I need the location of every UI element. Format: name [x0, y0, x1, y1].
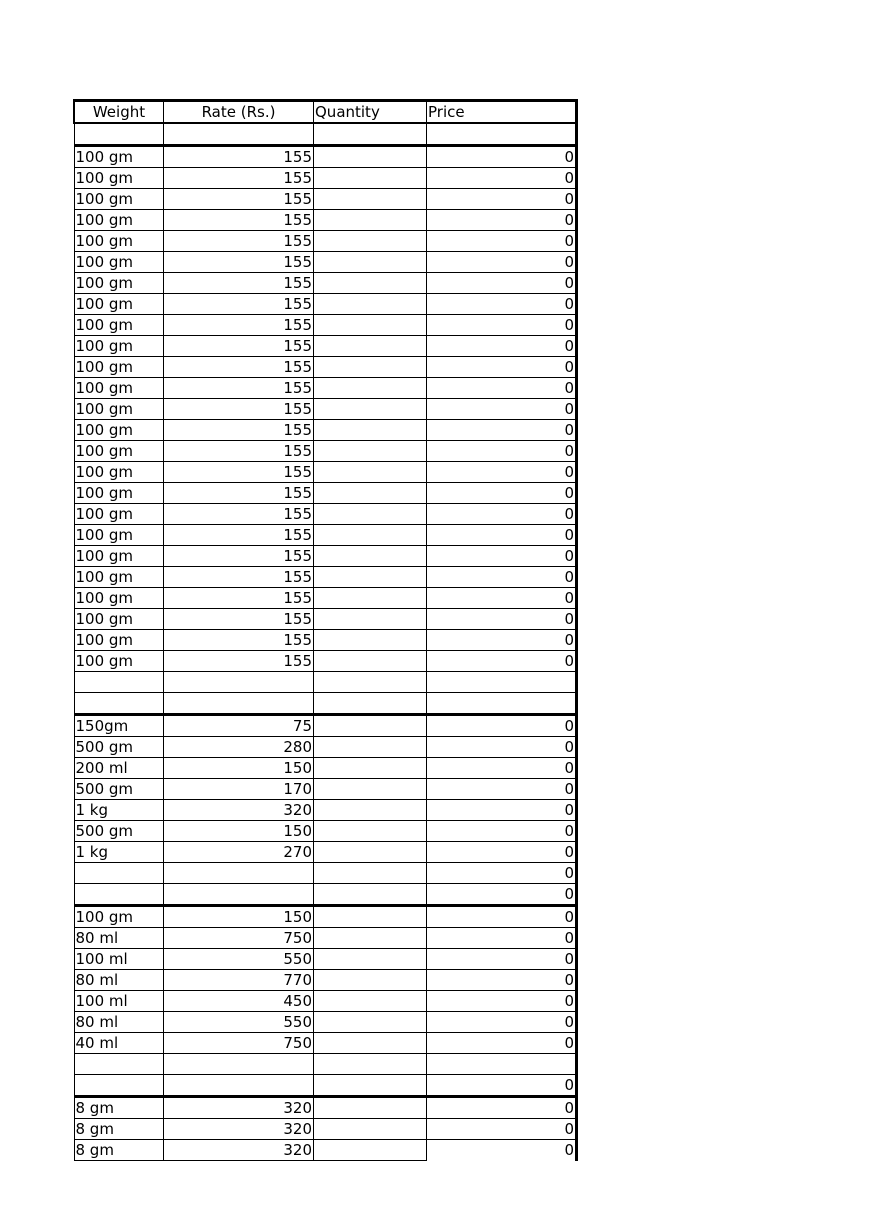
cell-price[interactable]: 0 — [427, 991, 577, 1012]
cell-price[interactable]: 0 — [427, 168, 577, 189]
cell-price[interactable]: 0 — [427, 949, 577, 970]
cell-quantity[interactable] — [314, 588, 427, 609]
cell-quantity[interactable] — [314, 168, 427, 189]
table-row — [74, 949, 577, 970]
cell-quantity[interactable] — [314, 1033, 427, 1054]
cell-quantity[interactable] — [314, 1097, 427, 1119]
cell-quantity[interactable] — [314, 357, 427, 378]
cell-price[interactable]: 0 — [427, 800, 577, 821]
cell-quantity[interactable] — [314, 146, 427, 168]
table-row — [74, 779, 577, 800]
cell-weight[interactable]: 1 kg — [74, 800, 164, 821]
cell-price[interactable]: 0 — [427, 609, 577, 630]
header-quantity[interactable]: Quantity — [314, 101, 427, 124]
table-row — [74, 863, 577, 884]
cell-price[interactable] — [427, 1054, 577, 1075]
cell-weight[interactable]: 100 gm — [74, 420, 164, 441]
cell-weight[interactable]: 500 gm — [74, 821, 164, 842]
table-row — [74, 1012, 577, 1033]
cell-price[interactable]: 0 — [427, 1119, 577, 1140]
header-price[interactable]: Price — [427, 101, 577, 124]
cell-rate[interactable]: 155 — [164, 588, 314, 609]
cell-rate[interactable]: 320 — [164, 1140, 314, 1161]
table-row — [74, 737, 577, 758]
cell-rate[interactable]: 150 — [164, 821, 314, 842]
cell-rate[interactable]: 155 — [164, 273, 314, 294]
cell-rate[interactable]: 155 — [164, 210, 314, 231]
cell-weight[interactable]: 200 ml — [74, 758, 164, 779]
cell-price[interactable]: 0 — [427, 146, 577, 168]
cell-rate[interactable]: 155 — [164, 231, 314, 252]
table-row — [74, 525, 577, 546]
cell-rate[interactable]: 155 — [164, 483, 314, 504]
cell-price[interactable]: 0 — [427, 1097, 577, 1119]
cell-rate[interactable]: 550 — [164, 1012, 314, 1033]
cell-rate[interactable]: 155 — [164, 651, 314, 672]
cell-rate[interactable]: 150 — [164, 758, 314, 779]
table-row — [74, 357, 577, 378]
cell-weight[interactable] — [74, 123, 164, 146]
cell-weight[interactable]: 100 gm — [74, 315, 164, 336]
cell-weight[interactable] — [74, 863, 164, 884]
cell-rate[interactable]: 155 — [164, 441, 314, 462]
cell-rate[interactable]: 155 — [164, 294, 314, 315]
cell-rate[interactable]: 155 — [164, 357, 314, 378]
cell-price[interactable]: 0 — [427, 1033, 577, 1054]
cell-quantity[interactable] — [314, 863, 427, 884]
cell-quantity[interactable] — [314, 672, 427, 693]
cell-weight[interactable]: 40 ml — [74, 1033, 164, 1054]
cell-quantity[interactable] — [314, 1054, 427, 1075]
cell-price[interactable]: 0 — [427, 758, 577, 779]
cell-price[interactable]: 0 — [427, 252, 577, 273]
cell-weight[interactable]: 80 ml — [74, 1012, 164, 1033]
cell-price[interactable]: 0 — [427, 1140, 577, 1161]
cell-quantity[interactable] — [314, 123, 427, 146]
cell-quantity[interactable] — [314, 462, 427, 483]
cell-weight[interactable]: 100 gm — [74, 210, 164, 231]
cell-quantity[interactable] — [314, 315, 427, 336]
cell-price[interactable]: 0 — [427, 378, 577, 399]
price-sheet-table — [73, 99, 578, 1161]
cell-rate[interactable]: 75 — [164, 715, 314, 737]
cell-price[interactable]: 0 — [427, 546, 577, 567]
cell-rate[interactable]: 155 — [164, 462, 314, 483]
cell-price[interactable]: 0 — [427, 651, 577, 672]
cell-weight[interactable]: 100 gm — [74, 168, 164, 189]
cell-price[interactable] — [427, 672, 577, 693]
header-row — [74, 101, 577, 124]
cell-quantity[interactable] — [314, 210, 427, 231]
cell-weight[interactable]: 100 gm — [74, 146, 164, 168]
cell-quantity[interactable] — [314, 800, 427, 821]
cell-weight[interactable]: 100 gm — [74, 252, 164, 273]
cell-rate[interactable]: 155 — [164, 168, 314, 189]
cell-rate[interactable]: 550 — [164, 949, 314, 970]
table-row — [74, 970, 577, 991]
cell-rate[interactable]: 750 — [164, 1033, 314, 1054]
cell-price[interactable]: 0 — [427, 441, 577, 462]
cell-weight[interactable]: 100 gm — [74, 189, 164, 210]
cell-weight[interactable]: 100 gm — [74, 336, 164, 357]
cell-price[interactable]: 0 — [427, 1012, 577, 1033]
cell-quantity[interactable] — [314, 842, 427, 863]
cell-rate[interactable]: 155 — [164, 567, 314, 588]
cell-price[interactable] — [427, 693, 577, 715]
table-row — [74, 378, 577, 399]
cell-price[interactable]: 0 — [427, 737, 577, 758]
cell-price[interactable]: 0 — [427, 210, 577, 231]
cell-price[interactable]: 0 — [427, 525, 577, 546]
cell-rate[interactable]: 155 — [164, 630, 314, 651]
header-rate[interactable]: Rate (Rs.) — [164, 101, 314, 124]
table-row — [74, 210, 577, 231]
cell-quantity[interactable] — [314, 609, 427, 630]
table-row — [74, 420, 577, 441]
cell-weight[interactable] — [74, 1075, 164, 1097]
cell-quantity[interactable] — [314, 294, 427, 315]
table-row — [74, 399, 577, 420]
cell-rate[interactable]: 155 — [164, 546, 314, 567]
cell-weight[interactable]: 1 kg — [74, 842, 164, 863]
table-row — [74, 821, 577, 842]
cell-weight[interactable] — [74, 693, 164, 715]
cell-rate[interactable]: 155 — [164, 504, 314, 525]
cell-quantity[interactable] — [314, 1075, 427, 1097]
cell-rate[interactable]: 155 — [164, 378, 314, 399]
cell-weight[interactable]: 8 gm — [74, 1140, 164, 1161]
cell-price[interactable]: 0 — [427, 462, 577, 483]
cell-price[interactable]: 0 — [427, 504, 577, 525]
table-row — [74, 123, 577, 146]
cell-quantity[interactable] — [314, 378, 427, 399]
cell-weight[interactable]: 100 gm — [74, 651, 164, 672]
cell-weight[interactable]: 100 gm — [74, 231, 164, 252]
cell-price[interactable]: 0 — [427, 483, 577, 504]
cell-weight[interactable] — [74, 884, 164, 906]
table-row — [74, 168, 577, 189]
table-row — [74, 504, 577, 525]
cell-rate[interactable]: 155 — [164, 609, 314, 630]
cell-quantity[interactable] — [314, 1140, 427, 1161]
cell-price[interactable]: 0 — [427, 884, 577, 906]
cell-rate[interactable]: 150 — [164, 906, 314, 928]
cell-quantity[interactable] — [314, 991, 427, 1012]
cell-rate[interactable]: 155 — [164, 336, 314, 357]
cell-weight[interactable]: 100 gm — [74, 399, 164, 420]
cell-price[interactable]: 0 — [427, 315, 577, 336]
cell-weight[interactable]: 100 ml — [74, 949, 164, 970]
cell-weight[interactable] — [74, 1054, 164, 1075]
cell-price[interactable] — [427, 123, 577, 146]
cell-weight[interactable]: 100 gm — [74, 273, 164, 294]
cell-quantity[interactable] — [314, 758, 427, 779]
cell-rate[interactable]: 320 — [164, 800, 314, 821]
cell-price[interactable]: 0 — [427, 842, 577, 863]
header-weight[interactable]: Weight — [74, 101, 164, 124]
cell-weight[interactable]: 80 ml — [74, 970, 164, 991]
cell-rate[interactable]: 170 — [164, 779, 314, 800]
cell-weight[interactable]: 100 gm — [74, 462, 164, 483]
table-row — [74, 1075, 577, 1097]
cell-weight[interactable]: 80 ml — [74, 928, 164, 949]
cell-quantity[interactable] — [314, 336, 427, 357]
cell-rate[interactable]: 750 — [164, 928, 314, 949]
table-row — [74, 991, 577, 1012]
cell-quantity[interactable] — [314, 737, 427, 758]
cell-quantity[interactable] — [314, 693, 427, 715]
table-row — [74, 672, 577, 693]
cell-weight[interactable]: 100 gm — [74, 630, 164, 651]
cell-price[interactable]: 0 — [427, 294, 577, 315]
table-row — [74, 906, 577, 928]
table-row — [74, 715, 577, 737]
cell-quantity[interactable] — [314, 231, 427, 252]
cell-weight[interactable] — [74, 672, 164, 693]
cell-price[interactable]: 0 — [427, 821, 577, 842]
cell-rate[interactable] — [164, 884, 314, 906]
table-row — [74, 546, 577, 567]
cell-weight[interactable]: 100 gm — [74, 609, 164, 630]
table-row — [74, 231, 577, 252]
table-row — [74, 146, 577, 168]
cell-rate[interactable]: 320 — [164, 1119, 314, 1140]
cell-rate[interactable]: 155 — [164, 420, 314, 441]
table-row — [74, 1033, 577, 1054]
cell-quantity[interactable] — [314, 252, 427, 273]
cell-quantity[interactable] — [314, 949, 427, 970]
cell-rate[interactable] — [164, 1075, 314, 1097]
cell-weight[interactable]: 100 gm — [74, 483, 164, 504]
table-row — [74, 462, 577, 483]
cell-quantity[interactable] — [314, 821, 427, 842]
table-row — [74, 588, 577, 609]
cell-price[interactable]: 0 — [427, 928, 577, 949]
cell-weight[interactable]: 500 gm — [74, 737, 164, 758]
cell-quantity[interactable] — [314, 546, 427, 567]
cell-quantity[interactable] — [314, 715, 427, 737]
cell-weight[interactable]: 100 gm — [74, 378, 164, 399]
cell-quantity[interactable] — [314, 884, 427, 906]
cell-quantity[interactable] — [314, 399, 427, 420]
cell-rate[interactable] — [164, 693, 314, 715]
cell-weight[interactable]: 500 gm — [74, 779, 164, 800]
table-row — [74, 884, 577, 906]
cell-quantity[interactable] — [314, 483, 427, 504]
cell-price[interactable]: 0 — [427, 588, 577, 609]
cell-rate[interactable]: 770 — [164, 970, 314, 991]
cell-quantity[interactable] — [314, 1119, 427, 1140]
cell-quantity[interactable] — [314, 906, 427, 928]
cell-quantity[interactable] — [314, 970, 427, 991]
cell-rate[interactable]: 450 — [164, 991, 314, 1012]
table-row — [74, 800, 577, 821]
table-row — [74, 483, 577, 504]
cell-price[interactable]: 0 — [427, 970, 577, 991]
table-row — [74, 928, 577, 949]
table-row — [74, 441, 577, 462]
cell-weight[interactable]: 100 gm — [74, 504, 164, 525]
cell-price[interactable]: 0 — [427, 779, 577, 800]
cell-quantity[interactable] — [314, 567, 427, 588]
table-row — [74, 567, 577, 588]
table-row — [74, 1097, 577, 1119]
table-row — [74, 758, 577, 779]
cell-quantity[interactable] — [314, 651, 427, 672]
cell-quantity[interactable] — [314, 525, 427, 546]
cell-rate[interactable] — [164, 1054, 314, 1075]
cell-price[interactable]: 0 — [427, 357, 577, 378]
cell-quantity[interactable] — [314, 189, 427, 210]
cell-price[interactable]: 0 — [427, 567, 577, 588]
table-row — [74, 630, 577, 651]
cell-quantity[interactable] — [314, 928, 427, 949]
cell-weight[interactable]: 100 gm — [74, 441, 164, 462]
cell-rate[interactable]: 155 — [164, 189, 314, 210]
cell-rate[interactable] — [164, 123, 314, 146]
cell-weight[interactable]: 8 gm — [74, 1097, 164, 1119]
cell-quantity[interactable] — [314, 779, 427, 800]
table-row — [74, 315, 577, 336]
cell-quantity[interactable] — [314, 441, 427, 462]
cell-rate[interactable]: 155 — [164, 525, 314, 546]
cell-weight[interactable]: 100 gm — [74, 588, 164, 609]
cell-price[interactable]: 0 — [427, 189, 577, 210]
table-row — [74, 336, 577, 357]
cell-rate[interactable] — [164, 863, 314, 884]
cell-weight[interactable]: 100 gm — [74, 906, 164, 928]
cell-price[interactable]: 0 — [427, 231, 577, 252]
table-row — [74, 609, 577, 630]
cell-rate[interactable] — [164, 672, 314, 693]
table-row — [74, 252, 577, 273]
cell-quantity[interactable] — [314, 630, 427, 651]
table-row — [74, 651, 577, 672]
cell-rate[interactable]: 320 — [164, 1097, 314, 1119]
cell-weight[interactable]: 100 ml — [74, 991, 164, 1012]
cell-weight[interactable]: 8 gm — [74, 1119, 164, 1140]
cell-rate[interactable]: 270 — [164, 842, 314, 863]
cell-price[interactable]: 0 — [427, 1075, 577, 1097]
cell-rate[interactable]: 155 — [164, 146, 314, 168]
cell-quantity[interactable] — [314, 420, 427, 441]
table-row — [74, 273, 577, 294]
cell-price[interactable]: 0 — [427, 420, 577, 441]
cell-rate[interactable]: 280 — [164, 737, 314, 758]
cell-quantity[interactable] — [314, 504, 427, 525]
table-row — [74, 693, 577, 715]
cell-price[interactable]: 0 — [427, 273, 577, 294]
table-row — [74, 1119, 577, 1140]
table-row — [74, 842, 577, 863]
cell-weight[interactable]: 100 gm — [74, 357, 164, 378]
cell-rate[interactable]: 155 — [164, 252, 314, 273]
cell-rate[interactable]: 155 — [164, 399, 314, 420]
table-row — [74, 189, 577, 210]
cell-price[interactable]: 0 — [427, 399, 577, 420]
cell-price[interactable]: 0 — [427, 336, 577, 357]
cell-price[interactable]: 0 — [427, 630, 577, 651]
cell-weight[interactable]: 100 gm — [74, 294, 164, 315]
cell-price[interactable]: 0 — [427, 863, 577, 884]
cell-price[interactable]: 0 — [427, 906, 577, 928]
cell-weight[interactable]: 150gm — [74, 715, 164, 737]
table-row — [74, 1054, 577, 1075]
cell-weight[interactable]: 100 gm — [74, 525, 164, 546]
cell-weight[interactable]: 100 gm — [74, 546, 164, 567]
cell-rate[interactable]: 155 — [164, 315, 314, 336]
cell-weight[interactable]: 100 gm — [74, 567, 164, 588]
cell-quantity[interactable] — [314, 1012, 427, 1033]
table-row — [74, 294, 577, 315]
cell-price[interactable]: 0 — [427, 715, 577, 737]
table-row — [74, 1140, 577, 1161]
cell-quantity[interactable] — [314, 273, 427, 294]
